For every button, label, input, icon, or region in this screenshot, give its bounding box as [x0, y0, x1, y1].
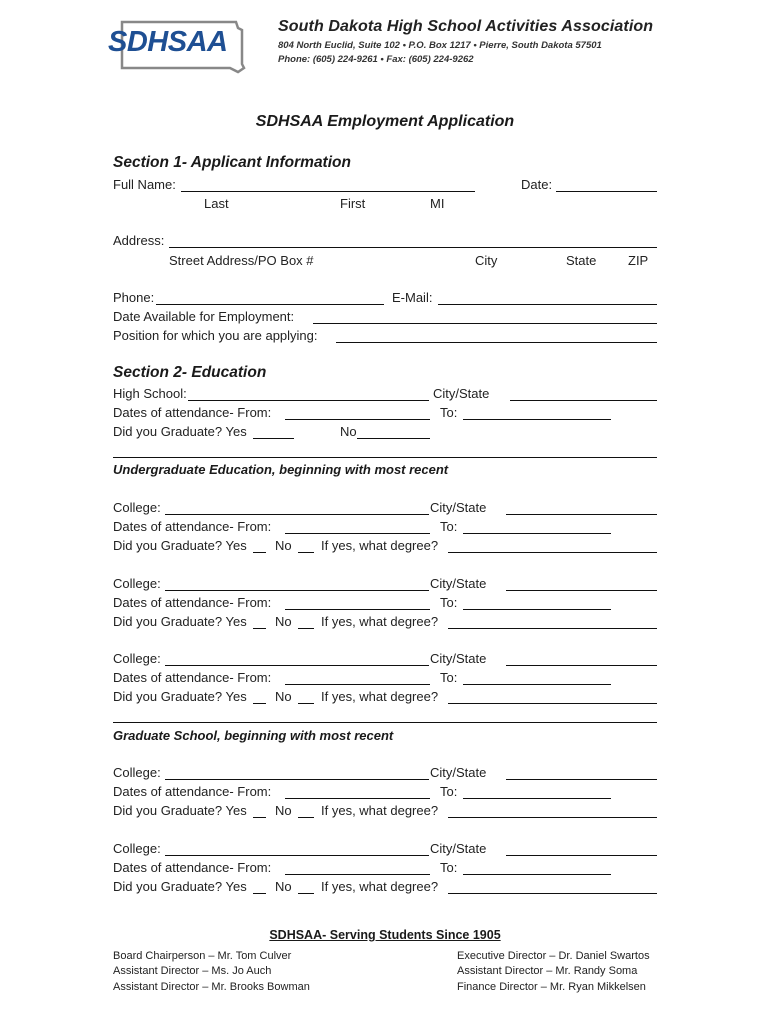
college-graduate-label: Did you Graduate? Yes [113, 879, 247, 894]
college-no-field-4[interactable] [298, 817, 314, 818]
college-degree-field-1[interactable] [448, 552, 657, 553]
page-title: SDHSAA Employment Application [255, 113, 515, 130]
college-label: College: [113, 841, 161, 856]
college-city-state-label: City/State [430, 765, 487, 780]
hs-no-label: No [340, 424, 357, 439]
college-dates-label: Dates of attendance- From: [113, 595, 272, 610]
college-graduate-label: Did you Graduate? Yes [113, 614, 247, 629]
college-no-label: No [275, 614, 292, 629]
full-name-label: Full Name: [113, 177, 176, 192]
phone-field[interactable] [156, 304, 384, 305]
full-name-field[interactable] [181, 191, 475, 192]
college-label: College: [113, 576, 161, 591]
college-from-field-5[interactable] [285, 874, 430, 875]
college-city-state-field-3[interactable] [506, 665, 657, 666]
state-caption: State [566, 253, 597, 268]
college-no-field-1[interactable] [298, 552, 314, 553]
org-contact: Phone: (605) 224-9261 • Fax: (605) 224-9262 [278, 54, 474, 65]
date-available-field[interactable] [313, 323, 657, 324]
high-school-field[interactable] [188, 400, 429, 401]
college-from-field-1[interactable] [285, 533, 430, 534]
college-dates-label: Dates of attendance- From: [113, 670, 272, 685]
college-city-state-field-2[interactable] [506, 590, 657, 591]
college-to-label: To: [440, 595, 458, 610]
college-from-field-4[interactable] [285, 798, 430, 799]
graduate-school-heading: Graduate School, beginning with most recent [113, 728, 394, 743]
hs-no-field[interactable] [357, 438, 430, 439]
college-field-5[interactable] [165, 855, 429, 856]
college-yes-field-3[interactable] [253, 703, 266, 704]
college-degree-field-3[interactable] [448, 703, 657, 704]
zip-caption: ZIP [628, 253, 649, 268]
college-no-field-5[interactable] [298, 893, 314, 894]
college-to-label: To: [440, 519, 458, 534]
college-no-label: No [275, 689, 292, 704]
college-no-field-3[interactable] [298, 703, 314, 704]
college-city-state-field-1[interactable] [506, 514, 657, 515]
staff-right-2: Assistant Director – Mr. Randy Soma [457, 965, 638, 977]
college-graduate-label: Did you Graduate? Yes [113, 803, 247, 818]
college-dates-label: Dates of attendance- From: [113, 519, 272, 534]
hs-dates-label: Dates of attendance- From: [113, 405, 272, 420]
hs-from-field[interactable] [285, 419, 430, 420]
college-degree-field-4[interactable] [448, 817, 657, 818]
staff-left-2: Assistant Director – Ms. Jo Auch [113, 965, 272, 977]
hs-to-field[interactable] [463, 419, 611, 420]
college-yes-field-4[interactable] [253, 817, 266, 818]
phone-label: Phone: [113, 290, 155, 305]
college-city-state-field-4[interactable] [506, 779, 657, 780]
college-no-label: No [275, 803, 292, 818]
college-yes-field-1[interactable] [253, 552, 266, 553]
street-caption: Street Address/PO Box # [169, 253, 314, 268]
date-label: Date: [521, 177, 553, 192]
college-no-label: No [275, 879, 292, 894]
college-field-3[interactable] [165, 665, 429, 666]
college-to-field-2[interactable] [463, 609, 611, 610]
college-to-label: To: [440, 784, 458, 799]
college-yes-field-2[interactable] [253, 628, 266, 629]
college-label: College: [113, 500, 161, 515]
college-graduate-label: Did you Graduate? Yes [113, 689, 247, 704]
college-dates-label: Dates of attendance- From: [113, 784, 272, 799]
college-degree-field-5[interactable] [448, 893, 657, 894]
email-field[interactable] [438, 304, 657, 305]
hs-yes-field[interactable] [253, 438, 294, 439]
college-to-label: To: [440, 860, 458, 875]
college-label: College: [113, 765, 161, 780]
position-field[interactable] [336, 342, 657, 343]
college-graduate-label: Did you Graduate? Yes [113, 538, 247, 553]
college-city-state-label: City/State [430, 576, 487, 591]
college-field-2[interactable] [165, 590, 429, 591]
high-school-label: High School: [113, 386, 187, 401]
college-no-field-2[interactable] [298, 628, 314, 629]
divider [113, 722, 657, 723]
college-to-field-4[interactable] [463, 798, 611, 799]
college-field-4[interactable] [165, 779, 429, 780]
college-label: College: [113, 651, 161, 666]
position-label: Position for which you are applying: [113, 328, 318, 343]
logo-text: SDHSAA [108, 26, 228, 58]
undergrad-heading: Undergraduate Education, beginning with most recent [113, 462, 449, 477]
staff-left-1: Board Chairperson – Mr. Tom Culver [113, 950, 292, 962]
college-city-state-field-5[interactable] [506, 855, 657, 856]
college-no-label: No [275, 538, 292, 553]
college-degree-label: If yes, what degree? [321, 803, 439, 818]
college-degree-label: If yes, what degree? [321, 538, 439, 553]
college-degree-label: If yes, what degree? [321, 689, 439, 704]
college-city-state-label: City/State [430, 500, 487, 515]
date-available-label: Date Available for Employment: [113, 309, 295, 324]
college-to-field-1[interactable] [463, 533, 611, 534]
college-degree-field-2[interactable] [448, 628, 657, 629]
org-name: South Dakota High School Activities Association [278, 18, 654, 35]
address-field[interactable] [169, 247, 657, 248]
org-address: 804 North Euclid, Suite 102 • P.O. Box 1217 • Pierre, South Dakota 57501 [278, 40, 602, 51]
hs-city-state-label: City/State [433, 386, 490, 401]
hs-city-state-field[interactable] [510, 400, 657, 401]
divider [113, 457, 657, 458]
college-dates-label: Dates of attendance- From: [113, 860, 272, 875]
staff-left-3: Assistant Director – Mr. Brooks Bowman [113, 981, 310, 993]
college-degree-label: If yes, what degree? [321, 614, 439, 629]
first-caption: First [340, 196, 366, 211]
college-degree-label: If yes, what degree? [321, 879, 439, 894]
mi-caption: MI [430, 196, 445, 211]
college-from-field-3[interactable] [285, 684, 430, 685]
address-label: Address: [113, 233, 165, 248]
hs-to-label: To: [440, 405, 458, 420]
college-to-field-3[interactable] [463, 684, 611, 685]
college-city-state-label: City/State [430, 651, 487, 666]
college-to-label: To: [440, 670, 458, 685]
staff-right-1: Executive Director – Dr. Daniel Swartos [457, 950, 650, 962]
last-caption: Last [204, 196, 229, 211]
email-label: E-Mail: [392, 290, 433, 305]
college-field-1[interactable] [165, 514, 429, 515]
footer-title: SDHSAA- Serving Students Since 1905 [269, 928, 501, 942]
city-caption: City [475, 253, 498, 268]
college-city-state-label: City/State [430, 841, 487, 856]
college-yes-field-5[interactable] [253, 893, 266, 894]
college-to-field-5[interactable] [463, 874, 611, 875]
section1-heading: Section 1- Applicant Information [113, 154, 351, 171]
staff-right-3: Finance Director – Mr. Ryan Mikkelsen [457, 981, 646, 993]
hs-graduate-label: Did you Graduate? Yes [113, 424, 247, 439]
college-from-field-2[interactable] [285, 609, 430, 610]
section2-heading: Section 2- Education [113, 364, 267, 381]
date-field[interactable] [556, 191, 657, 192]
